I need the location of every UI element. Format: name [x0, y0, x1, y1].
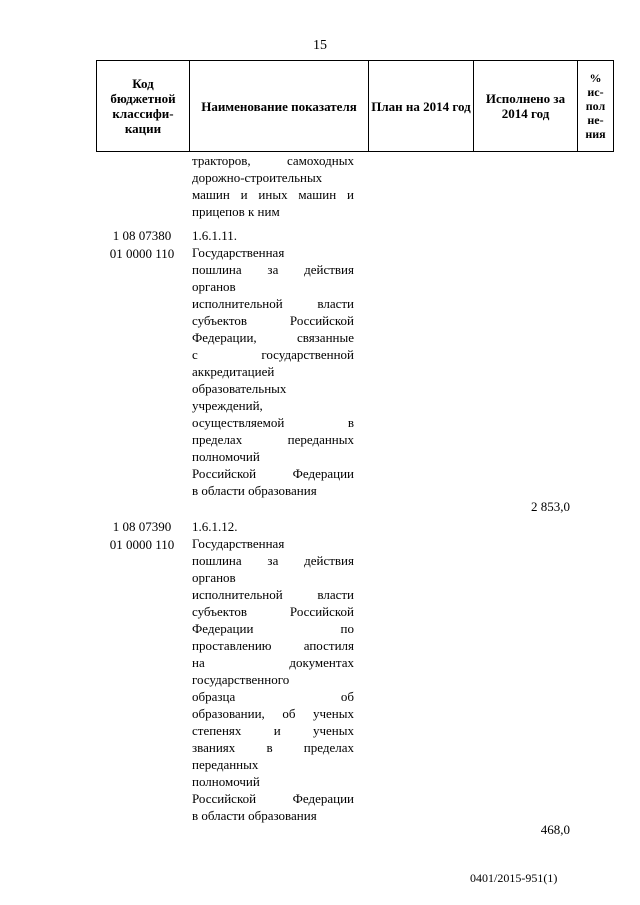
- document-code: 0401/2015-951(1): [470, 871, 558, 885]
- budget-code: 1 08 07390 01 0000 110: [109, 519, 175, 552]
- indicator-name: 1.6.1.11. Государственная пошлина за действия органов исполнительной власти субъектов Российской Федерации, связанные с государственной аккредитацией образовательных учреждений, осуществляемой в пределах переданных полномочий Российской Федерации в области образования: [192, 228, 354, 498]
- header-plan: План на 2014 год: [369, 61, 474, 152]
- executed-value: 468,0: [540, 822, 570, 837]
- header-executed: Исполнено за 2014 год: [474, 61, 578, 152]
- executed-value: 2 853,0: [531, 499, 570, 514]
- table-header: [96, 60, 614, 152]
- budget-code: 1 08 07380 01 0000 110: [109, 228, 175, 261]
- continuation-text: тракторов, самоходных дорожно-строительных машин и иных машин и прицепов к ним: [192, 153, 354, 219]
- indicator-name: 1.6.1.12. Государственная пошлина за действия органов исполнительной власти субъектов Российской Федерации по проставлению апостиля на документах государственного образца об образовании, об ученых степенях и ученых званиях в пределах переданных полномочий Российской Федерации в области образования: [192, 519, 354, 823]
- page-number: 15: [313, 38, 327, 53]
- header-name: Наименование показателя: [190, 61, 369, 152]
- header-percent: % ис-пол не-ния: [578, 61, 614, 152]
- header-code: Код бюджетной классифи-кации: [97, 61, 190, 152]
